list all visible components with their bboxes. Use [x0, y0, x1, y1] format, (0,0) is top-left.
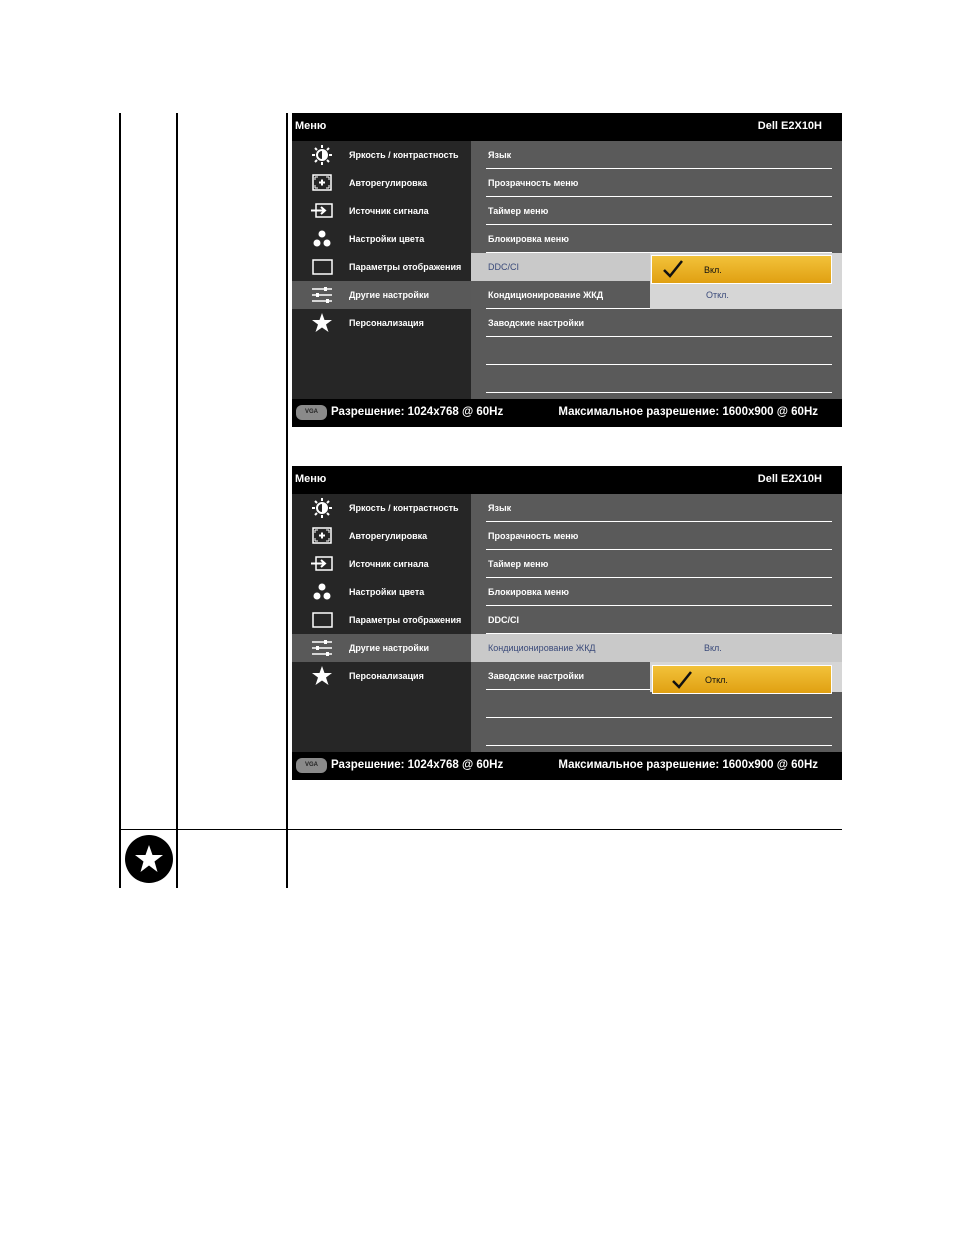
submenu-item-lcd-conditioning[interactable]: [471, 634, 842, 662]
checkmark-icon: [671, 670, 693, 690]
menu-item-label: Яркость / контрастность: [349, 503, 459, 513]
osd-title: Меню: [295, 473, 327, 485]
menu-item-color-settings[interactable]: [292, 225, 471, 253]
option-on-selected[interactable]: [651, 255, 832, 284]
auto-adjust-icon: [310, 526, 334, 546]
table-row-divider: [119, 829, 842, 830]
brightness-contrast-icon: [310, 498, 334, 518]
other-settings-icon: [310, 638, 334, 658]
submenu-item-label: Блокировка меню: [488, 587, 569, 597]
submenu-item-transparency[interactable]: [471, 522, 842, 550]
submenu-item-ddcci[interactable]: [471, 253, 650, 281]
submenu-item-label: Язык: [488, 150, 512, 160]
menu-item-label: Источник сигнала: [349, 559, 429, 569]
menu-item-label: Авторегулировка: [349, 178, 428, 188]
menu-item-label: Другие настройки: [349, 290, 430, 300]
max-resolution: Максимальное разрешение: 1600x900 @ 60Hz: [558, 759, 818, 771]
menu-item-label: Персонализация: [349, 318, 424, 328]
menu-item-other-settings[interactable]: [292, 634, 471, 662]
osd-footer: [292, 752, 842, 780]
display-settings-icon: [310, 610, 334, 630]
personalize-star-icon: [124, 834, 174, 884]
table-border-left: [119, 113, 121, 888]
osd-header: [292, 466, 842, 494]
menu-item-other-settings[interactable]: [292, 281, 471, 309]
osd-footer: [292, 399, 842, 427]
submenu-item-empty: [471, 718, 842, 746]
personalize-star-icon: [310, 666, 334, 686]
menu-item-label: Другие настройки: [349, 643, 430, 653]
menu-item-auto-adjust[interactable]: [292, 522, 471, 550]
menu-item-display-settings[interactable]: [292, 606, 471, 634]
checkmark-icon: [662, 259, 684, 279]
submenu-item-label: DDC/CI: [488, 615, 519, 625]
submenu-item-empty: [471, 690, 842, 718]
osd-menu-lcd-conditioning: [292, 466, 842, 780]
table-border-col1: [176, 113, 178, 888]
osd-main-menu: [292, 494, 471, 752]
display-settings-icon: [310, 257, 334, 277]
submenu-item-label: Прозрачность меню: [488, 531, 579, 541]
submenu-item-label: Таймер меню: [488, 206, 549, 216]
menu-item-label: Яркость / контрастность: [349, 150, 459, 160]
menu-item-label: Настройки цвета: [349, 234, 425, 244]
submenu-item-menu-lock[interactable]: [471, 578, 842, 606]
option-label: Откл.: [705, 675, 728, 685]
vga-connector-icon: VGA: [296, 405, 327, 420]
submenu-item-empty: [471, 337, 842, 365]
menu-item-brightness[interactable]: [292, 494, 471, 522]
menu-item-auto-adjust[interactable]: [292, 169, 471, 197]
submenu-item-lcd-conditioning[interactable]: [471, 281, 842, 309]
row-divider: [486, 392, 832, 393]
option-off[interactable]: Откл.: [706, 290, 729, 300]
vga-connector-icon: VGA: [296, 758, 327, 773]
menu-item-display-settings[interactable]: [292, 253, 471, 281]
submenu-item-factory-reset[interactable]: [471, 309, 842, 337]
row-divider: [486, 745, 832, 746]
current-resolution: Разрешение: 1024x768 @ 60Hz: [331, 406, 504, 418]
submenu-item-language[interactable]: [471, 494, 842, 522]
brightness-contrast-icon: [310, 145, 334, 165]
submenu-item-label: Язык: [488, 503, 512, 513]
osd-header: [292, 113, 842, 141]
max-resolution: Максимальное разрешение: 1600x900 @ 60Hz: [558, 406, 818, 418]
submenu-item-menu-lock[interactable]: [471, 225, 842, 253]
submenu-item-empty: [471, 365, 842, 393]
input-source-icon: [310, 201, 334, 221]
menu-item-personalize[interactable]: [292, 662, 471, 690]
personalize-star-icon: [310, 313, 334, 333]
color-settings-icon: [310, 582, 334, 602]
submenu-item-transparency[interactable]: [471, 169, 842, 197]
menu-item-label: Источник сигнала: [349, 206, 429, 216]
menu-item-brightness[interactable]: [292, 141, 471, 169]
table-border-col2: [286, 113, 288, 888]
submenu-item-label: Кондиционирование ЖКД: [488, 643, 596, 653]
submenu-item-label: Прозрачность меню: [488, 178, 579, 188]
menu-item-personalize[interactable]: [292, 309, 471, 337]
submenu-item-language[interactable]: [471, 141, 842, 169]
option-on[interactable]: Вкл.: [704, 643, 722, 653]
other-settings-icon: [310, 285, 334, 305]
submenu-item-menu-timer[interactable]: [471, 550, 842, 578]
osd-menu-ddcci: [292, 113, 842, 427]
submenu-item-menu-timer[interactable]: [471, 197, 842, 225]
osd-model: Dell E2X10H: [757, 120, 822, 132]
submenu-item-label: DDC/CI: [488, 262, 519, 272]
auto-adjust-icon: [310, 173, 334, 193]
submenu-item-label: Таймер меню: [488, 559, 549, 569]
menu-item-label: Параметры отображения: [349, 262, 462, 272]
osd-title: Меню: [295, 120, 327, 132]
submenu-item-label: Кондиционирование ЖКД: [488, 290, 604, 300]
option-label: Вкл.: [704, 265, 722, 275]
osd-model: Dell E2X10H: [757, 473, 822, 485]
menu-item-input-source[interactable]: [292, 197, 471, 225]
color-settings-icon: [310, 229, 334, 249]
option-off-selected[interactable]: [652, 665, 832, 694]
menu-item-input-source[interactable]: [292, 550, 471, 578]
osd-main-menu: [292, 141, 471, 399]
submenu-item-label: Заводские настройки: [488, 671, 584, 681]
menu-item-label: Авторегулировка: [349, 531, 428, 541]
menu-item-label: Настройки цвета: [349, 587, 425, 597]
input-source-icon: [310, 554, 334, 574]
submenu-item-ddcci[interactable]: [471, 606, 842, 634]
menu-item-label: Параметры отображения: [349, 615, 462, 625]
menu-item-label: Персонализация: [349, 671, 424, 681]
submenu-item-label: Заводские настройки: [488, 318, 584, 328]
submenu-item-label: Блокировка меню: [488, 234, 569, 244]
menu-item-color-settings[interactable]: [292, 578, 471, 606]
current-resolution: Разрешение: 1024x768 @ 60Hz: [331, 759, 504, 771]
